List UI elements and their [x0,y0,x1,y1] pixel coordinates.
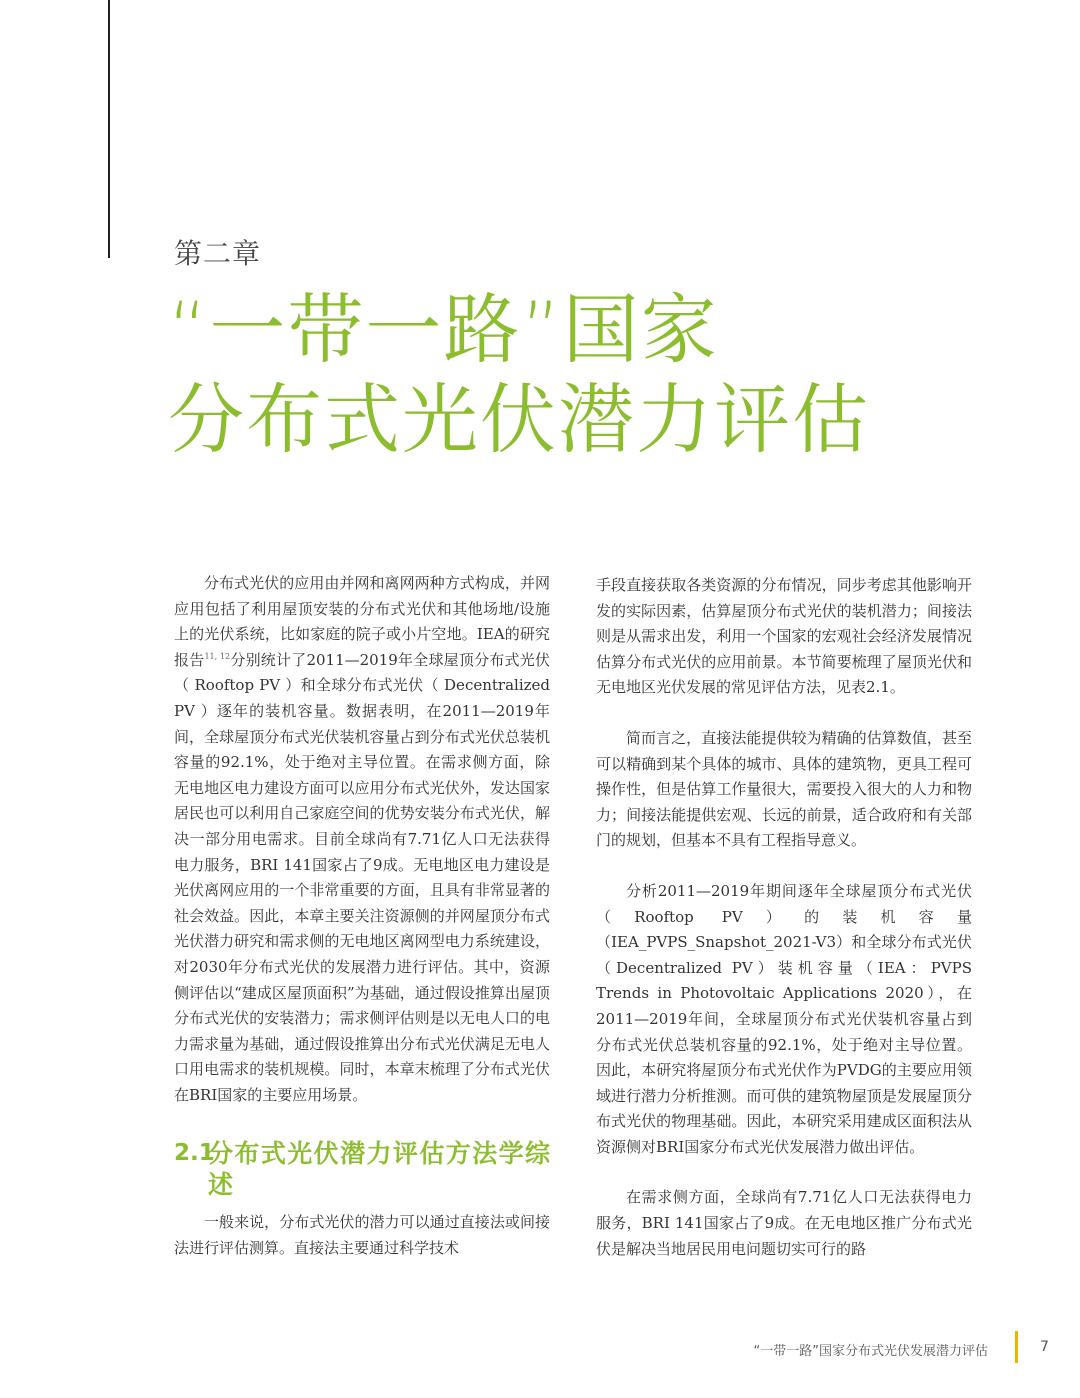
left-paragraph-2: 一般来说，分布式光伏的潜力可以通过直接法或间接法进行评估测算。直接法主要通过科学技术 [174,1213,550,1258]
left-column [174,571,550,1262]
section-number: 2.1 [174,1140,215,1167]
vertical-rule [108,0,110,258]
left-paragraph-1-text-a: 分布式光伏的应用由并网和离网两种方式构成，并网应用包括了利用屋顶安装的分布式光伏和其他场地/设施上的光伏系统，比如家庭的院子或小片空地。IEA的研究报告 [174,574,550,669]
right-column [596,573,972,1262]
footer-divider [1015,1331,1018,1363]
section-title: 分布式光伏潜力评估方法学综述 [208,1139,550,1200]
chapter-title-line-2: 分布式光伏潜力评估 [168,375,870,464]
page-number: 7 [1040,1339,1049,1355]
right-paragraph-3: 分析2011—2019年期间逐年全球屋顶分布式光伏（Rooftop PV）的装机容量（IEA_PVPS_Snapshot_2021-V3）和全球分布式光伏（Decentralized PV）装机容量（IEA：PVPS Trends in Photovoltaic Applications 2020），在2011—2019年间，全球屋顶分布式光伏装机容量占到分布式光伏总装机容量的92.1%，处于绝对主导位置。因此，本研究将屋顶分布式光伏作为PVDG的主要应用领域进行潜力分析推测。而可供的建筑物屋顶是发展屋顶分布式光伏的物理基础。因此，本研究采用建成区面积法从资源侧对BRI国家分布式光伏发展潜力做出评估。 [596,881,972,1156]
chapter-label: 第二章 [174,237,262,270]
right-paragraph-4: 在需求侧方面，全球尚有7.71亿人口无法获得电力服务，BRI 141国家占了9成。在无电地区推广分布式光伏是解决当地居民用电问题切实可行的路 [596,1188,972,1258]
left-paragraph-1 [174,571,550,1108]
citation-superscript: 11, 12 [204,651,231,661]
right-paragraph-2: 简而言之，直接法能提供较为精确的估算数值，甚至可以精确到某个具体的城市、具体的建筑物，更具工程可操作性，但是估算工作量很大，需要投入很大的人力和物力；间接法能提供宏观、长远的前景，适合政府和有关部门的规划，但基本不具有工程指导意义。 [596,728,972,850]
right-paragraph-1: 手段直接获取各类资源的分布情况，同步考虑其他影响开发的实际因素，估算屋顶分布式光伏的装机潜力；间接法则是从需求出发，利用一个国家的宏观社会经济发展情况估算分布式光伏的应用前景。本节简要梳理了屋顶光伏和无电地区光伏发展的常见评估方法，见表2.1。 [596,576,972,697]
chapter-title-line-1: “一带一路”国家 [168,285,719,374]
footer-title: “一带一路”国家分布式光伏发展潜力评估 [753,1344,988,1359]
left-paragraph-1-text-b: 分别统计了2011—2019年全球屋顶分布式光伏（ Rooftop PV ）和全球分布式光伏（ Decentralized PV ）逐年的装机容量。数据表明，在2011—2019年间，全球屋顶分布式光伏装机容量占到分布式光伏总装机容量的92.1%，处于绝对主导位置。在需求侧方面，除无电地区电力建设方面可以应用分布式光伏外，发达国家居民也可以利用自己家庭空间的优势安装分布式光伏，解决一部分用电需求。目前全球尚有7.71亿人口无法获得电力服务，BRI 141国家占了9成。无电地区电力建设是光伏离网应用的一个非常重要的方面，且具有非常显著的社会效益。因此，本章主要关注资源侧的并网屋顶分布式光伏潜力研究和需求侧的无电地区离网型电力系统建设，对2030年分布式光伏的发展潜力进行评估。其中，资源侧评估以“建成区屋顶面积”为基础，通过假设推算出屋顶分布式光伏的安装潜力；需求侧评估则是以无电人口的电力需求量为基础，通过假设推算出分布式光伏满足无电人口用电需求的装机规模。同时，本章末梳理了分布式光伏在BRI国家的主要应用场景。 [174,650,550,1104]
section-heading [174,1138,550,1200]
